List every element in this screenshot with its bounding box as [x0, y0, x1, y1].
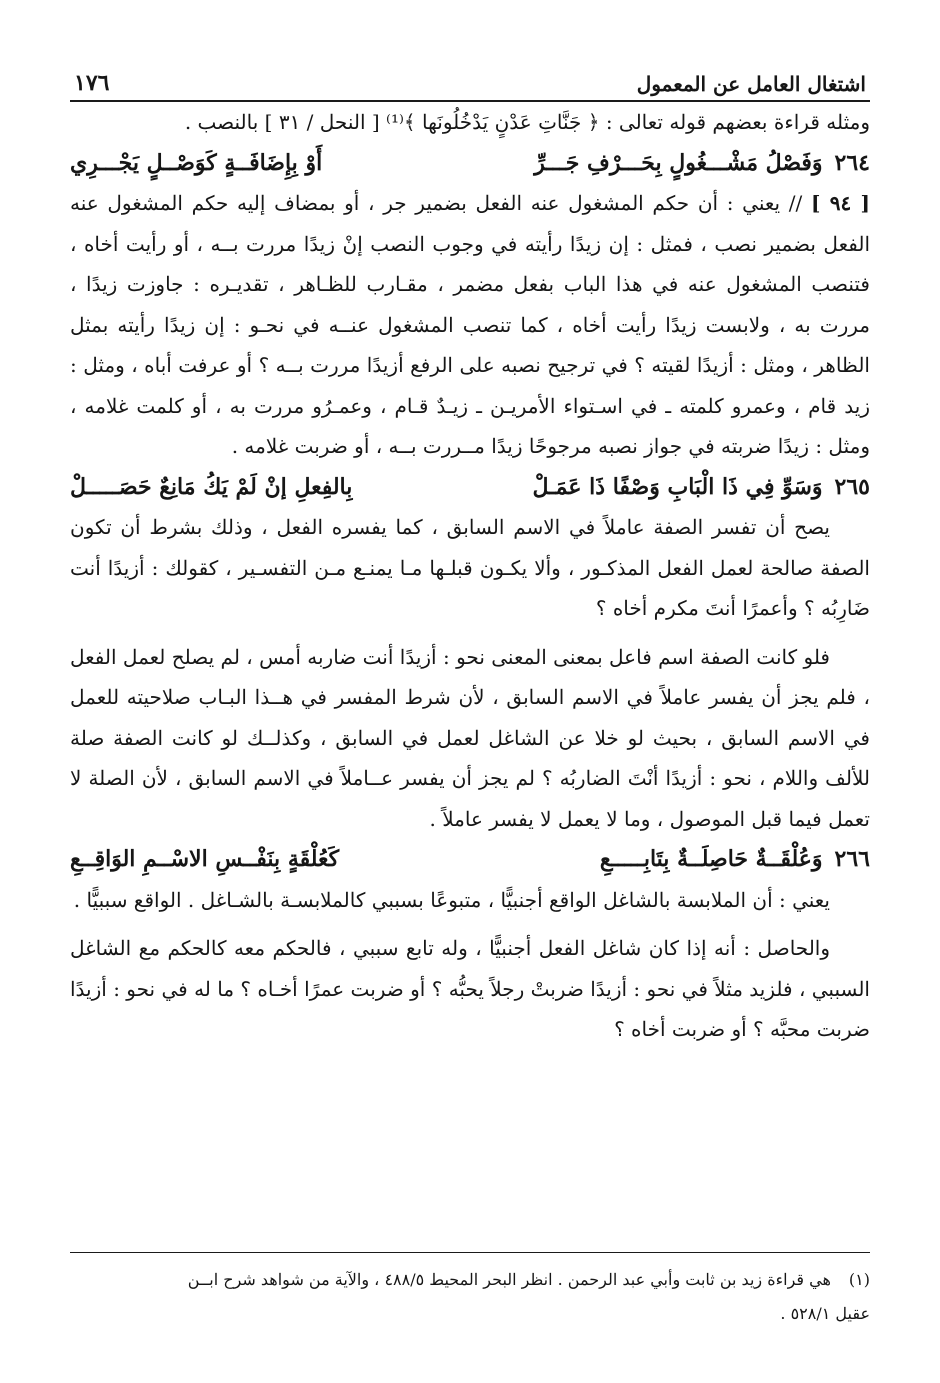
- page-number: ١٧٦: [74, 70, 110, 96]
- commentary-text: // يعني : أن حكم المشغول عنه الفعل بضمير جر ، أو بمضاف إليه حكم المشغول عنه الفعل بضمير نصب ، فمثل : إن زيدًا رأيته في وجوب النصب إنْ زيدًا مررت بــه ، أو رأيت أخاه ، فتنصب المشغول عنه في هذا الباب بفعل مضمر ، مقـارب للظـاهر ، تقديـره : جاوزت زيدًا ، مررت به ، ولابست زيدًا رأيت أخاه ، كما تنصب المشغول عنــه في نحـو : إن زيدًا رأيته بمثل الظاهر ، ومثل : أزيدًا لقيته ؟ في ترجيح نصبه على الرفع أزيدًا مررت بــه ؟ أو عرفت أباه ، ومثل : زيد قام ، وعمرو كلمته ـ في اسـتواء الأمريـن ـ زيـدٌ قـام ، وعمـرُو مررت به ، أو كلمت غلامه ، ومثل : زيدًا ضربته في جواز نصبه مرجوحًا زيدًا مــررت بــه ، أو ضربت غلامه .: [70, 191, 870, 458]
- verse-hemistich-first: وَسَوِّ فِي ذَا الْبَابِ وَصْفًا ذَا عَمَـلْ: [532, 473, 823, 500]
- commentary-number: [ ٩٤ ]: [810, 191, 870, 215]
- verse-number: ٢٦٥: [834, 473, 870, 500]
- verse-hemistich-first: وَعُلْقَــةٌ حَاصِلَــةٌ بِتَابِـــــعِ: [599, 846, 823, 872]
- page-header: [70, 56, 870, 102]
- verse-265: [70, 467, 870, 508]
- verse-hemistich-first: وَفَصْلُ مَشْـــغُولٍ بِحَـــرْفِ جَـــرِّ: [534, 149, 823, 176]
- footnote: [70, 1263, 870, 1331]
- verse-hemistich-second: بِالفِعلِ إنْ لَمْ يَكُ مَانِعٌ حَصَـــــلْ: [69, 473, 353, 500]
- paragraph-266-a: يعني : أن الملابسة بالشاغل الواقع أجنبيًّا ، متبوعًا بسببي كالملابسـة بالشـاغل . الواقع سببيًّا .: [73, 887, 830, 912]
- paragraph-265-a: يصح أن تفسر الصفة عاملاً في الاسم السابق ، كما يفسره الفعل ، وذلك بشرط أن تكون الصفة صالحة لعمل الفعل المذكـور ، وألا يكـون قبلـها مـا يمنـع مـن التفسـير ، كقولك : أزيدًا أنت ضَارِبُه ؟ وأعمرًا أنتَ مكرم أخاه ؟: [70, 515, 870, 620]
- intro-paragraph: ومثله قراءة بعضهم قوله تعالى : ﴿ جَنَّاتِ عَدْنٍ يَدْخُلُونَها ﴾⁽¹⁾ [ النحل / ٣١ ] بالنصب .: [184, 110, 870, 134]
- verse-264: [70, 143, 870, 184]
- verse-number: ٢٦٦: [834, 846, 870, 872]
- verse-266: [70, 839, 870, 880]
- footnote-line: عقيل ٥٢٨/١ .: [780, 1304, 870, 1323]
- paragraph-266-b: والحاصل : أنه إذا كان شاغل الفعل أجنبيًّا ، وله تابع سببي ، فالحكم معه كالحكم مع الشاغل السببي ، فلزيد مثلاً في نحو : أزيدًا ضربتْ رجلاً يحبُّه ؟ أو ضربت عمرًا أخـاه ؟ ما له في نحو : أزيدًا ضربت محبَّه ؟ أو ضربت أخاه ؟: [70, 936, 870, 1041]
- page-body: [70, 102, 870, 1050]
- running-title: اشتغال العامل عن المعمول: [636, 72, 866, 96]
- verse-number: ٢٦٤: [834, 149, 870, 176]
- commentary-94: [70, 183, 870, 467]
- paragraph-265-b: فلو كانت الصفة اسم فاعل بمعنى المعنى نحو : أزيدًا أنت ضاربه أمس ، لم يصلح لعمل الفعل ، فلم يجز أن يفسر عاملاً في الاسم السابق ، لأن شرط المفسر في هــذا البـاب صلاحيته للعمل في الاسم السابق ، بحيث لو خلا عن الشاغل لعمل في السابق ، وكذلــك لو كانت الصفة صلة للألف واللام ، نحو : أزيدًا أنْتَ الضاربُه ؟ لم يجز أن يفسر عــاملاً في الاسم السابق ، لأن الصلة لا تعمل فيما قبل الموصول ، وما لا يعمل لا يفسر عاملاً .: [70, 644, 870, 831]
- verse-hemistich-second: أَوْ بِإِضَافَــةٍ كَوَصْــلٍ يَجْـــرِي: [69, 149, 323, 176]
- footnote-line: [70, 1263, 870, 1297]
- footnote-marker: (١): [848, 1270, 870, 1289]
- verse-hemistich-second: كَعُلْقَةٍ بِنَفْــسِ الاسْــمِ الوَاقِــعِ: [69, 846, 340, 872]
- footnote-text: هي قراءة زيد بن ثابت وأبي عبد الرحمن . انظر البحر المحيط ٤٨٨/٥ ، والآية من شواهد شرح ابــن: [187, 1270, 831, 1289]
- footnote-divider: [70, 1252, 870, 1253]
